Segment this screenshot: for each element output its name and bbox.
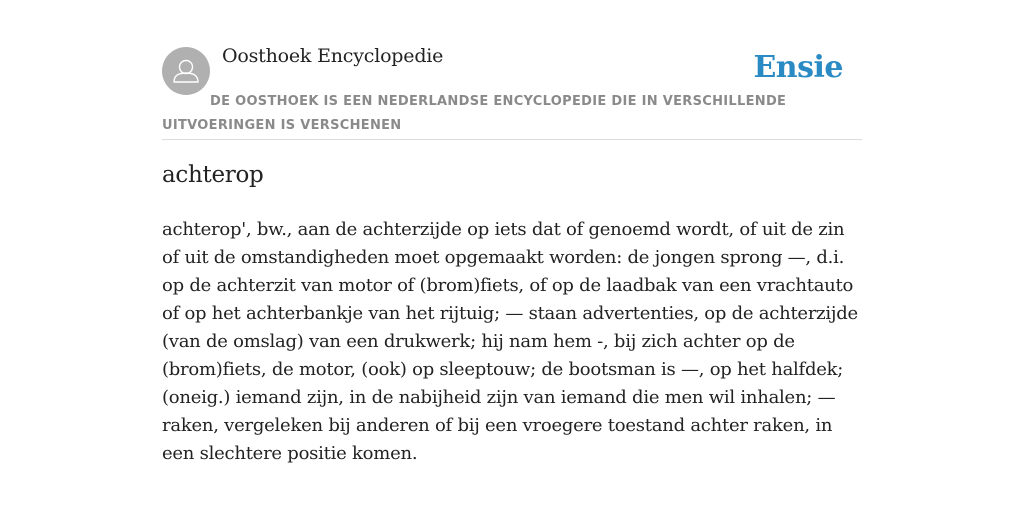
author-name[interactable]: Oosthoek Encyclopedie (222, 45, 444, 67)
author-description: DE OOSTHOEK IS EEN NEDERLANDSE ENCYCLOPEDIE DIE IN VERSCHILLENDE UITVOERINGEN IS VERSCHENEN (162, 94, 787, 133)
article-body: achterop', bw., aan de achterzijde op iets dat of genoemd wordt, of uit de zin of uit de omstandigheden moet opgemaakt worden: de jongen sprong —, d.i. op de achterzit van motor of (brom)fiets, of op de laadbak van een vrachtauto of op het achterbankje van het rijtuig; — staan advertenties, op de achterzijde (van de omslag) van een drukwerk; hij nam hem -, bij zich achter op de (brom)fiets, de motor, (ook) op sleeptouw; de bootsman is —, op het halfdek; (oneig.) iemand zijn, in de nabijheid zijn van iemand die men wil inhalen; — raken, vergeleken bij anderen of bij een vroegere toestand achter raken, in een slechtere positie komen. (162, 219, 858, 464)
header-divider (162, 139, 862, 140)
page-container (162, 0, 862, 512)
user-silhouette-icon[interactable] (162, 47, 210, 95)
avatar-graphic (162, 47, 210, 95)
article-title: achterop (162, 162, 264, 188)
brand-logo[interactable]: Ensie (753, 50, 843, 85)
